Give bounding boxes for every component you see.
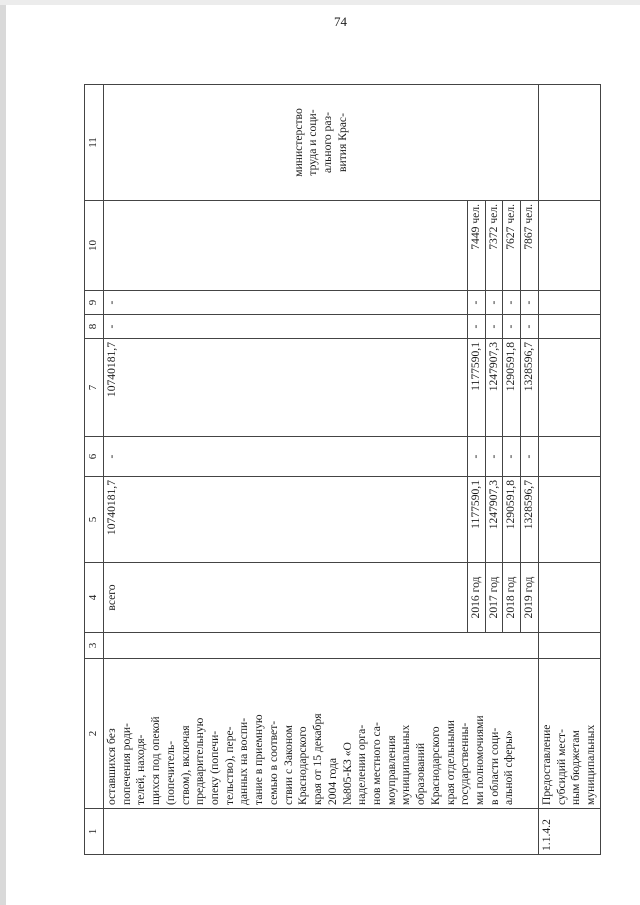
desc-line: ствии с Законом [281, 725, 295, 805]
desc-line: муниципальных [584, 724, 598, 805]
total-c9: - [104, 291, 468, 315]
desc-line: опеку (попечи- [208, 730, 222, 805]
empty-cell [538, 563, 600, 633]
year-c6: - [485, 437, 503, 477]
desc-line: края отдельными [443, 719, 457, 805]
desc-line: 2004 года [325, 757, 339, 805]
row-number-cell [104, 809, 539, 855]
desc-line: наделении орга- [355, 724, 369, 805]
desc-line: моуправления [384, 735, 398, 805]
year-c6: - [503, 437, 521, 477]
table-row-next-item [538, 85, 600, 855]
desc-line: в области соци- [487, 727, 501, 805]
year-label: 2018 год [503, 563, 521, 633]
scan-left-edge [0, 0, 6, 905]
desc-line: (попечитель- [163, 740, 177, 805]
column-number-row [85, 85, 104, 855]
col-num-9: 9 [85, 291, 104, 315]
col-num-11: 11 [85, 85, 104, 201]
page-number: 74 [334, 14, 347, 29]
col-num-3: 3 [85, 633, 104, 659]
empty-cell [538, 291, 600, 315]
col-num-7: 7 [85, 339, 104, 437]
desc-line: щихся под опекой [149, 716, 163, 805]
desc-line: ством), включая [178, 725, 192, 805]
year-c8: - [485, 315, 503, 339]
year-c5: 1290591,8 [503, 477, 521, 563]
desc-line: муниципальных [399, 724, 413, 805]
empty-cell [538, 85, 600, 201]
desc-line: попечения роди- [119, 723, 133, 805]
desc-line: образований [414, 742, 428, 805]
program-activities-table [84, 84, 601, 855]
desc-line: оставшихся без [105, 728, 118, 805]
desc-line: тельство), пере- [222, 726, 236, 805]
year-c7: 1328596,7 [521, 339, 539, 437]
desc-line: телей, находя- [134, 734, 148, 805]
responsible-cell [104, 85, 539, 201]
desc-line: ми полномочиями [472, 715, 486, 805]
total-c10 [104, 201, 468, 291]
table-row-total [104, 85, 468, 855]
ministry-line: министерство [291, 108, 305, 177]
year-c8: - [503, 315, 521, 339]
total-c6: - [104, 437, 468, 477]
year-c9: - [521, 291, 539, 315]
col-num-10: 10 [85, 201, 104, 291]
year-c7: 1177590,1 [468, 339, 486, 437]
desc-line: ным бюджетам [569, 730, 583, 805]
desc-line: субсидий мест- [554, 729, 568, 805]
year-c9: - [485, 291, 503, 315]
col-num-4: 4 [85, 563, 104, 633]
empty-cell [538, 339, 600, 437]
year-c5: 1328596,7 [521, 477, 539, 563]
col-num-2: 2 [85, 659, 104, 809]
year-c10: 7449 чел. [468, 201, 486, 291]
ministry-line: ального раз- [320, 112, 334, 173]
desc-line: края от 15 декабря [311, 713, 325, 805]
ministry-line: труда и соци- [306, 109, 320, 176]
col-num-5: 5 [85, 477, 104, 563]
rotated-table-container [84, 85, 598, 855]
status-cell [104, 633, 539, 659]
desc-line: №805-КЗ «О [340, 742, 354, 805]
col-num-1: 1 [85, 809, 104, 855]
year-c10: 7627 чел. [503, 201, 521, 291]
year-label: 2019 год [521, 563, 539, 633]
scan-top-edge [0, 0, 640, 5]
year-c8: - [521, 315, 539, 339]
desc-line: государственны- [458, 722, 472, 805]
col-num-8: 8 [85, 315, 104, 339]
year-c6: - [521, 437, 539, 477]
year-c6: - [468, 437, 486, 477]
year-c5: 1177590,1 [468, 477, 486, 563]
empty-cell [538, 201, 600, 291]
empty-cell [538, 633, 600, 659]
year-c8: - [468, 315, 486, 339]
year-c7: 1290591,8 [503, 339, 521, 437]
col-num-6: 6 [85, 437, 104, 477]
desc-line: предварительную [193, 717, 207, 805]
total-c8: - [104, 315, 468, 339]
activity-description-cell [104, 659, 539, 809]
desc-line: альной сферы» [502, 730, 516, 805]
year-c5: 1247907,3 [485, 477, 503, 563]
ministry-line: вития Крас- [335, 113, 349, 172]
year-c10: 7867 чел. [521, 201, 539, 291]
next-item-description [538, 659, 600, 809]
desc-line: Предоставление [539, 724, 553, 805]
desc-line: данных на воспи- [237, 717, 251, 805]
year-label: 2016 год [468, 563, 486, 633]
empty-cell [538, 437, 600, 477]
year-label: 2017 год [485, 563, 503, 633]
desc-line: семью в соответ- [266, 720, 280, 805]
year-c10: 7372 чел. [485, 201, 503, 291]
desc-line: нов местного са- [369, 722, 383, 805]
desc-line: Краснодарского [296, 726, 310, 805]
desc-line: Краснодарского [428, 726, 442, 805]
year-c9: - [468, 291, 486, 315]
empty-cell [538, 315, 600, 339]
total-c5: 10740181,7 [104, 477, 468, 563]
total-c7: 10740181,7 [104, 339, 468, 437]
next-item-number: 1.1.4.2 [538, 809, 600, 855]
year-c9: - [503, 291, 521, 315]
year-c7: 1247907,3 [485, 339, 503, 437]
desc-line: тание в приемную [252, 714, 266, 805]
empty-cell [538, 477, 600, 563]
total-label: всего [104, 563, 468, 633]
